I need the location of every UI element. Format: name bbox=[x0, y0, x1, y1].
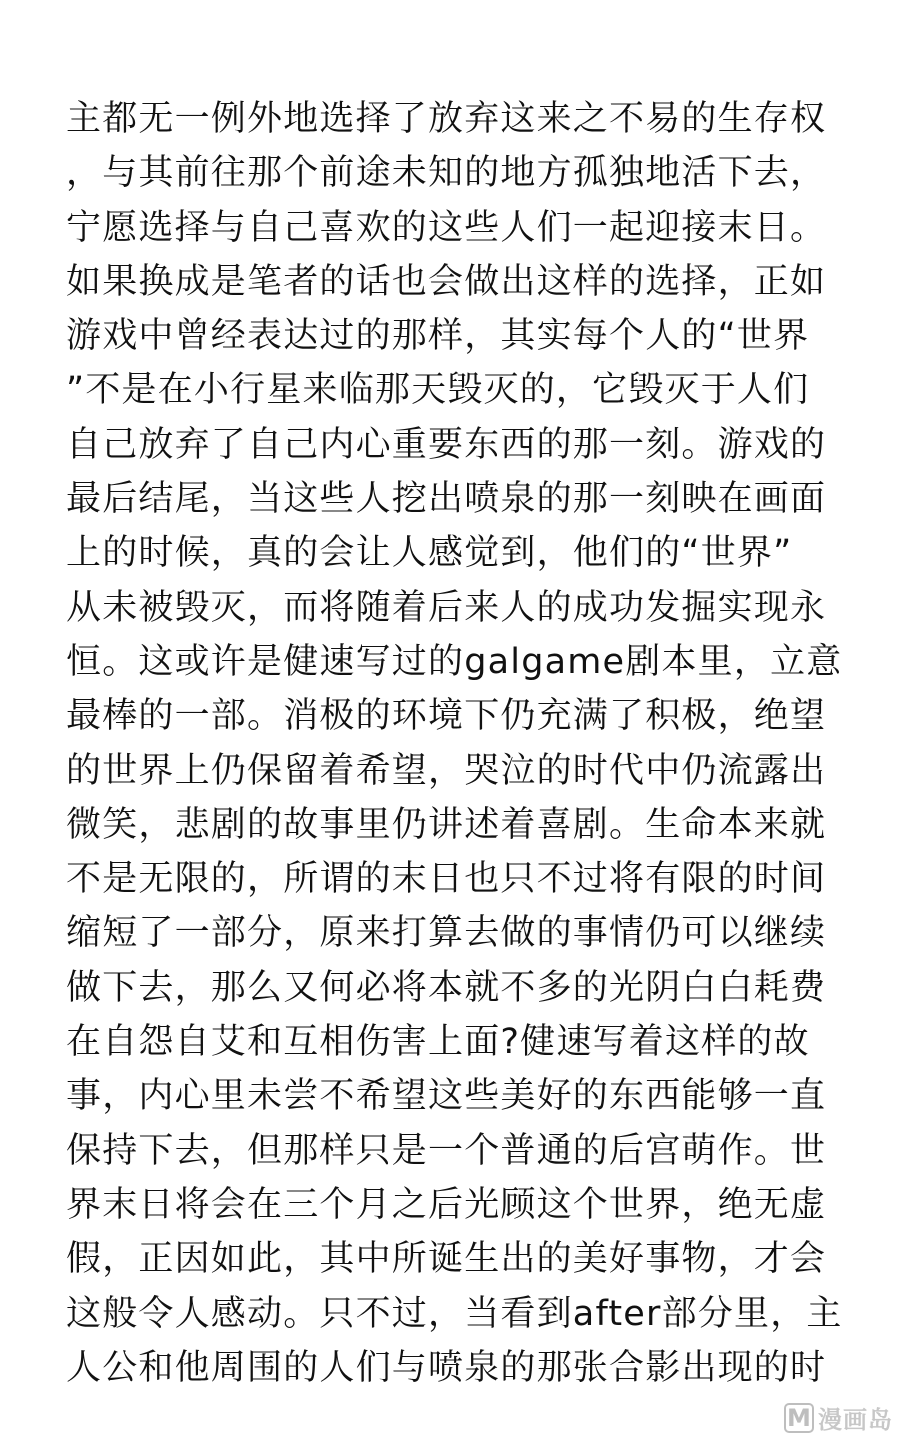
text-line: 主都无一例外地选择了放弃这来之不易的生存权 bbox=[66, 99, 827, 139]
watermark-m-icon: M bbox=[784, 1403, 814, 1433]
text-line: 在自怨自艾和互相伤害上面?健速写着这样的故 bbox=[66, 1022, 810, 1063]
text-line: 如果换成是笔者的话也会做出这样的选择，正如 bbox=[66, 261, 827, 302]
watermark-logo bbox=[784, 1400, 893, 1435]
text-line: 界末日将会在三个月之后光顾这个世界，绝无虚 bbox=[66, 1184, 827, 1225]
text-line: 最后结尾，当这些人挖出喷泉的那一刻映在画面 bbox=[66, 479, 827, 520]
text-line: 最棒的一部。消极的环境下仍充满了积极，绝望 bbox=[66, 696, 827, 737]
text-line: 缩短了一部分，原来打算去做的事情仍可以继续 bbox=[66, 913, 827, 954]
text-line: 宁愿选择与自己喜欢的这些人们一起迎接末日。 bbox=[66, 207, 827, 248]
text-line: 的世界上仍保留着希望，哭泣的时代中仍流露出 bbox=[66, 750, 827, 791]
text-line: 恒。这或许是健速写过的galgame剧本里，立意 bbox=[66, 641, 843, 682]
text-line: 假，正因如此，其中所诞生出的美好事物，才会 bbox=[66, 1239, 827, 1280]
text-line: 不是无限的，所谓的末日也只不过将有限的时间 bbox=[66, 859, 827, 900]
text-line: 做下去，那么又何必将本就不多的光阴白白耗费 bbox=[66, 967, 827, 1008]
article-body bbox=[66, 92, 866, 1395]
watermark-text: 漫画岛 bbox=[818, 1406, 893, 1434]
text-line: 上的时候，真的会让人感觉到，他们的“世界” bbox=[66, 533, 793, 574]
text-line: 自己放弃了自己内心重要东西的那一刻。游戏的 bbox=[66, 424, 827, 465]
text-line: 人公和他周围的人们与喷泉的那张合影出现的时 bbox=[66, 1347, 827, 1388]
text-line: 游戏中曾经表达过的那样，其实每个人的“世界 bbox=[66, 316, 810, 357]
text-line: 这般令人感动。只不过，当看到after部分里，主 bbox=[66, 1293, 843, 1334]
text-line: 从未被毁灭，而将随着后来人的成功发掘实现永 bbox=[66, 587, 827, 628]
text-line: 保持下去，但那样只是一个普通的后宫萌作。世 bbox=[66, 1130, 827, 1171]
text-line: ，与其前往那个前途未知的地方孤独地活下去， bbox=[66, 153, 827, 194]
text-line: ”不是在小行星来临那天毁灭的，它毁灭于人们 bbox=[66, 370, 810, 411]
text-line: 微笑，悲剧的故事里仍讲述着喜剧。生命本来就 bbox=[66, 804, 827, 845]
text-line: 事，内心里未尝不希望这些美好的东西能够一直 bbox=[66, 1076, 827, 1117]
